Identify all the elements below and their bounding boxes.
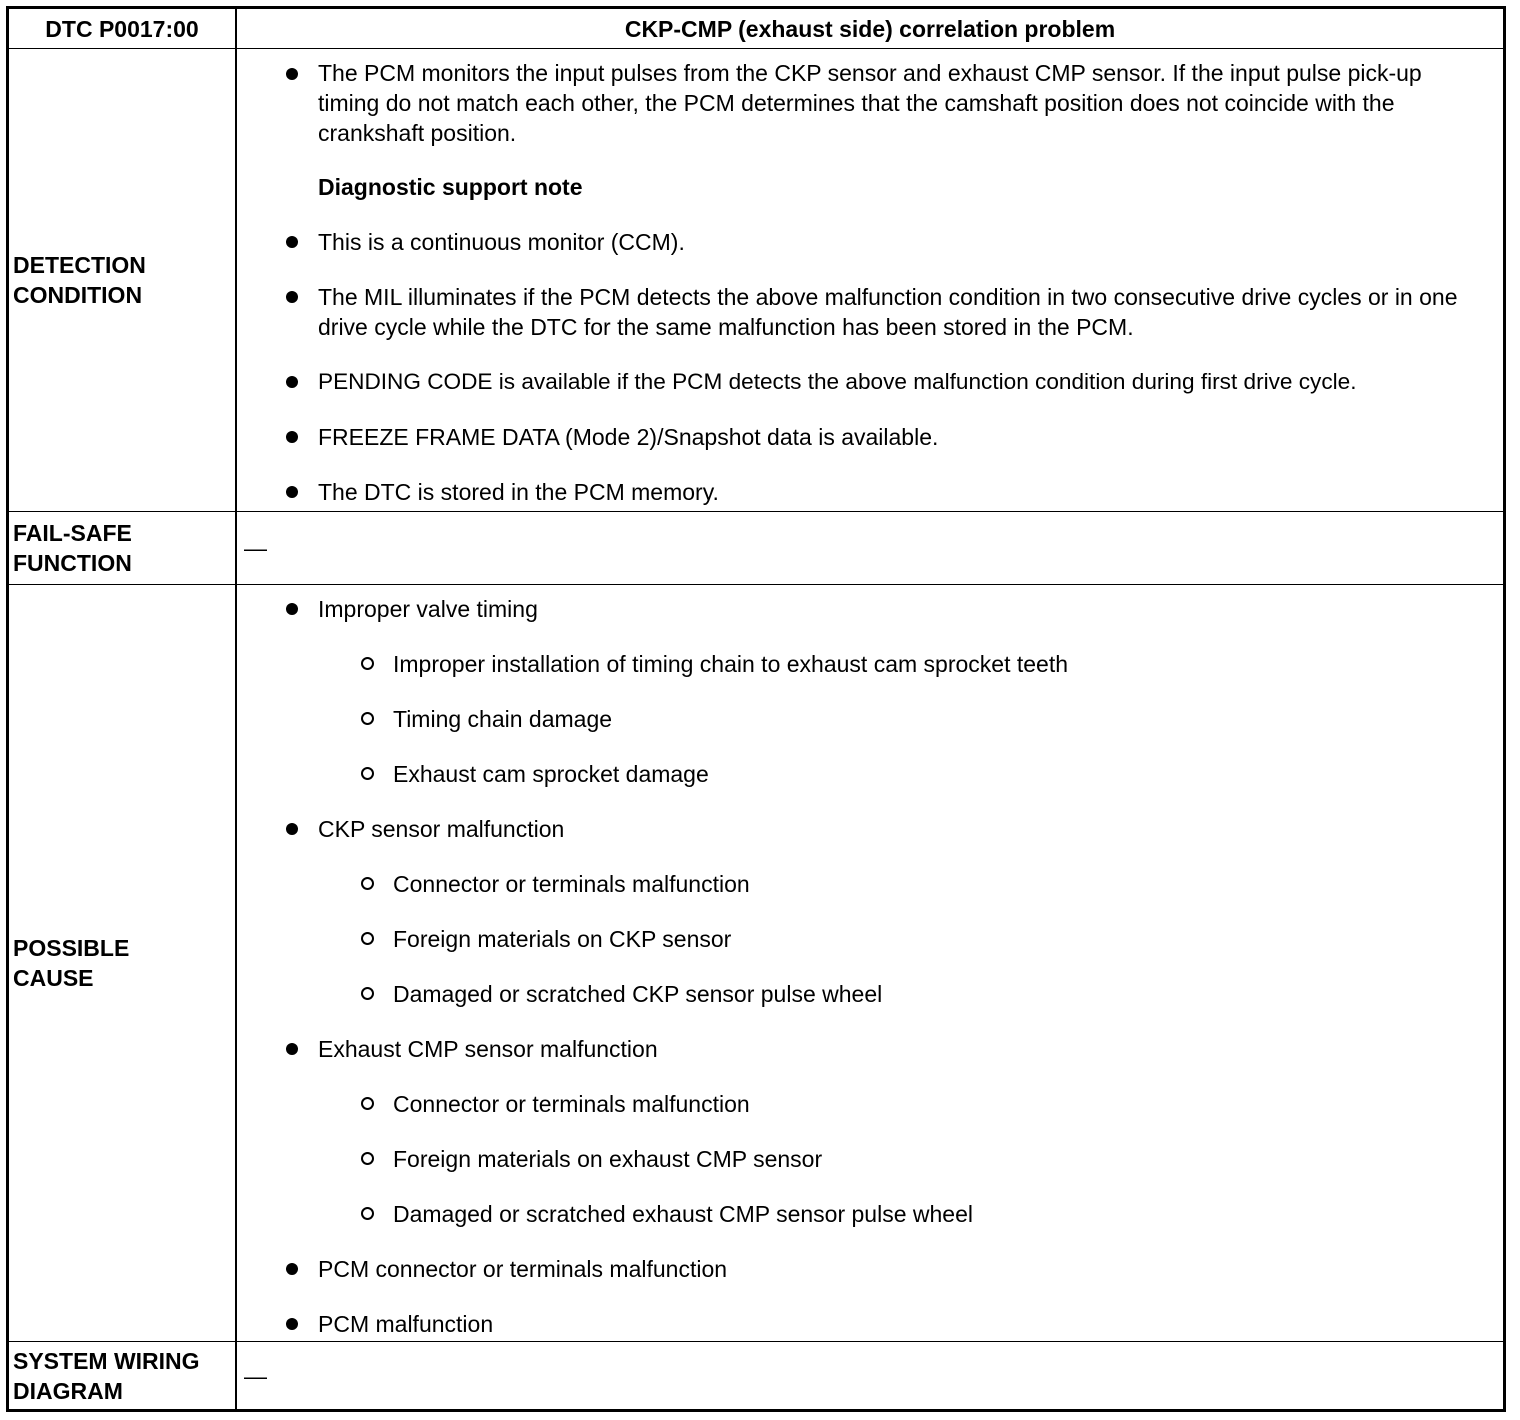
detection-item: The MIL illuminates if the PCM detects the above malfunction condition in two consecutive drive cycles or in one drive cycle while the DTC for the same malfunction has been stored in the PCM. <box>318 284 1458 340</box>
cause-sub-item: Damaged or scratched exhaust CMP sensor pulse wheel <box>393 1201 973 1227</box>
cause-item: Exhaust CMP sensor malfunction <box>318 1036 658 1062</box>
header-row <box>9 9 1503 49</box>
fail-safe-value: — <box>244 535 267 561</box>
cause-sub-item: Foreign materials on exhaust CMP sensor <box>393 1146 823 1172</box>
sub-bullet-icon <box>361 932 374 945</box>
sub-bullet-icon <box>361 657 374 670</box>
cause-item: Improper valve timing <box>318 596 538 622</box>
dtc-code-text: DTC P0017:00 <box>45 15 199 42</box>
system-wiring-row <box>9 1342 1503 1409</box>
detection-item: The PCM monitors the input pulses from the CKP sensor and exhaust CMP sensor. If the input pulse pick-up timing do not match each other, the PCM determines that the camshaft position does not coincide with the crankshaft position. <box>318 60 1422 146</box>
sub-bullet-icon <box>361 767 374 780</box>
sub-bullet-icon <box>361 712 374 725</box>
bullet-icon <box>286 236 298 248</box>
cause-item: PCM connector or terminals malfunction <box>318 1256 728 1282</box>
bullet-icon <box>286 823 298 835</box>
cause-item: CKP sensor malfunction <box>318 816 565 842</box>
cause-item: PCM malfunction <box>318 1311 494 1337</box>
fail-safe-label-line1: FAIL-SAFE <box>13 520 132 546</box>
detection-item: PENDING CODE is available if the PCM detects the above malfunction condition during first drive cycle. <box>318 369 1357 394</box>
possible-cause-row <box>9 585 1503 1342</box>
sub-bullet-icon <box>361 1152 374 1165</box>
bullet-icon <box>286 291 298 303</box>
detection-condition-content <box>237 49 1503 511</box>
bullet-icon <box>286 376 298 388</box>
detection-condition-row <box>9 49 1503 512</box>
possible-cause-label-line2: CAUSE <box>13 965 94 991</box>
diagnostic-support-note: Diagnostic support note <box>318 174 583 200</box>
sub-bullet-icon <box>361 1207 374 1220</box>
dtc-title-cell <box>237 9 1503 48</box>
system-wiring-label-line2: DIAGRAM <box>13 1377 123 1404</box>
fail-safe-label-line2: FUNCTION <box>13 550 132 576</box>
fail-safe-label <box>9 512 237 584</box>
bullet-icon <box>286 68 298 80</box>
cause-sub-item: Connector or terminals malfunction <box>393 871 750 897</box>
cause-sub-item: Exhaust cam sprocket damage <box>393 761 709 787</box>
system-wiring-label <box>9 1342 237 1409</box>
possible-cause-content <box>237 585 1503 1341</box>
possible-cause-label <box>9 585 237 1341</box>
bullet-icon <box>286 486 298 498</box>
cause-sub-item: Connector or terminals malfunction <box>393 1091 750 1117</box>
bullet-icon <box>286 1043 298 1055</box>
system-wiring-label-line1: SYSTEM WIRING <box>13 1347 200 1374</box>
bullet-icon <box>286 1263 298 1275</box>
detection-item: This is a continuous monitor (CCM). <box>318 229 685 255</box>
bullet-icon <box>286 1318 298 1330</box>
detection-condition-label <box>9 49 237 511</box>
dtc-title: CKP-CMP (exhaust side) correlation problem <box>624 15 1116 42</box>
fail-safe-content <box>237 512 1503 584</box>
system-wiring-content <box>237 1342 1503 1409</box>
sub-bullet-icon <box>361 987 374 1000</box>
dtc-table <box>6 6 1506 1412</box>
possible-cause-label-line1: POSSIBLE <box>13 935 130 961</box>
cause-sub-item: Improper installation of timing chain to exhaust cam sprocket teeth <box>393 651 1069 677</box>
detection-label-line2: CONDITION <box>13 282 143 308</box>
dtc-code <box>9 9 237 48</box>
cause-sub-item: Foreign materials on CKP sensor <box>393 926 732 952</box>
detection-item: FREEZE FRAME DATA (Mode 2)/Snapshot data is available. <box>318 424 939 450</box>
sub-bullet-icon <box>361 1097 374 1110</box>
cause-sub-item: Damaged or scratched CKP sensor pulse wheel <box>393 981 883 1007</box>
sub-bullet-icon <box>361 877 374 890</box>
cause-sub-item: Timing chain damage <box>393 706 613 732</box>
detection-label-line1: DETECTION <box>13 252 146 278</box>
bullet-icon <box>286 431 298 443</box>
detection-item: The DTC is stored in the PCM memory. <box>318 479 719 505</box>
fail-safe-row <box>9 512 1503 585</box>
bullet-icon <box>286 603 298 615</box>
system-wiring-value: — <box>244 1362 267 1389</box>
